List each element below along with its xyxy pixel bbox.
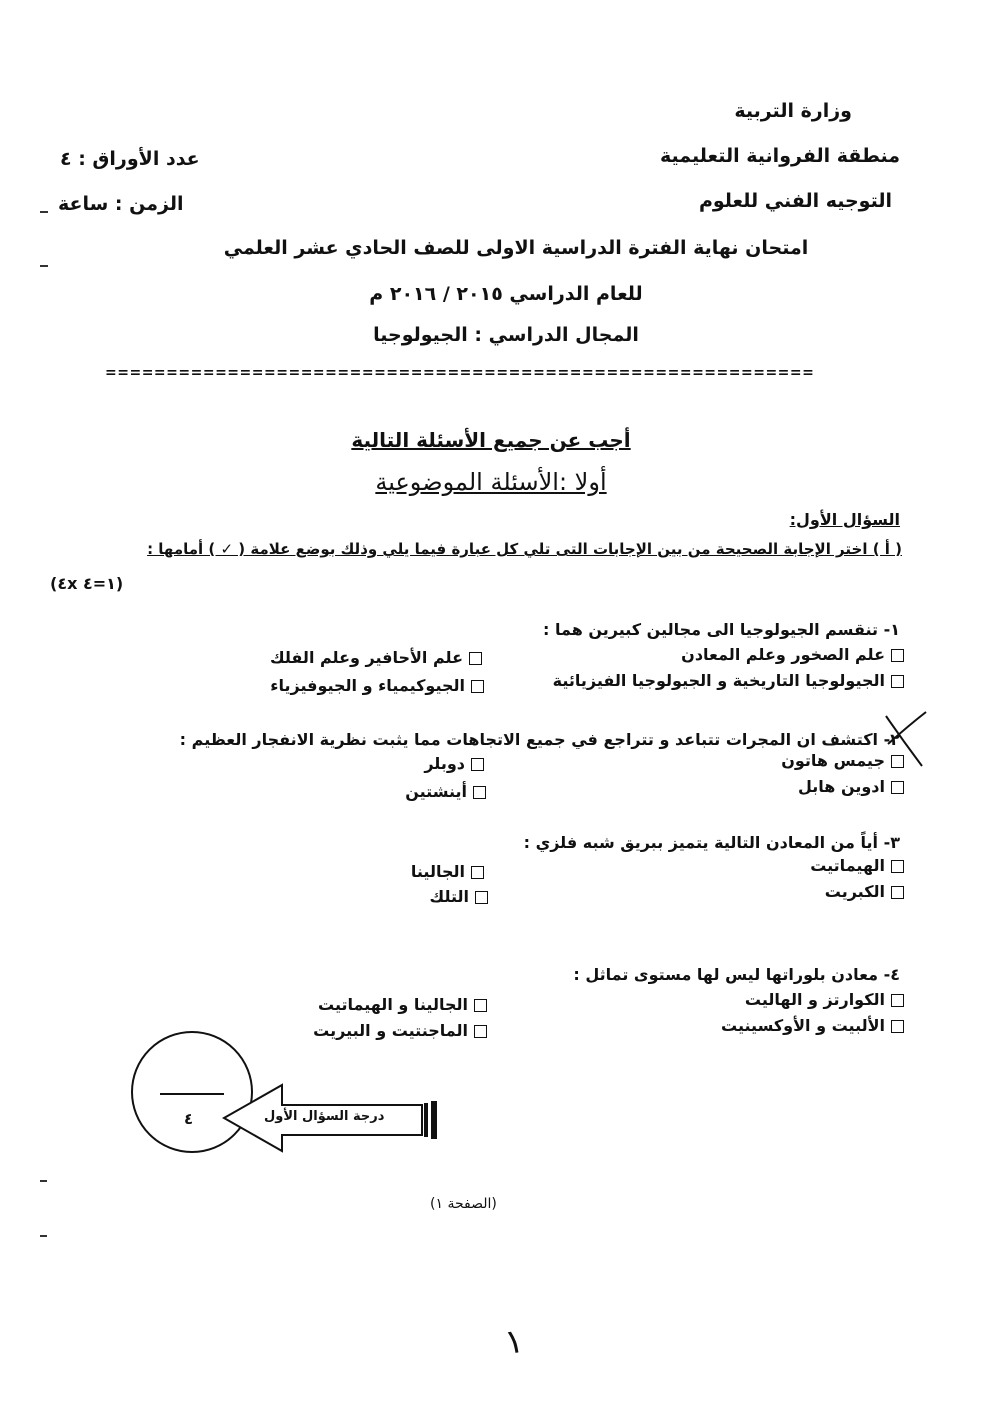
item-2-stem: ٢- اكتشف ان المجرات تتباعد و تتراجع في جميع الاتجاهات مما يثبت نظرية الانفجار العظيم : [179, 730, 900, 749]
checkbox-icon[interactable] [891, 755, 904, 768]
section-title: أولا :الأسئلة الموضوعية [375, 468, 607, 496]
department-name: التوجيه الفني للعلوم [698, 190, 892, 212]
item-2-option-b[interactable]: دوبلر [424, 754, 484, 773]
ministry-name: وزارة التربية [734, 100, 852, 122]
checkbox-icon[interactable] [891, 675, 904, 688]
checkbox-icon[interactable] [471, 866, 484, 879]
checkbox-icon[interactable] [891, 886, 904, 899]
item-3-option-d[interactable]: التلك [430, 887, 488, 906]
checkbox-icon[interactable] [891, 860, 904, 873]
item-4-option-b[interactable]: الجالينا و الهيماتيت [318, 995, 487, 1014]
scan-mark [40, 265, 48, 267]
question-label: السؤال الأول: [789, 510, 900, 529]
pages-count: عدد الأوراق : ٤ [60, 148, 200, 170]
checkbox-icon[interactable] [473, 786, 486, 799]
checkbox-icon[interactable] [891, 1020, 904, 1033]
checkbox-icon[interactable] [474, 1025, 487, 1038]
item-4-option-d[interactable]: الماجنتيت و البيريت [313, 1021, 487, 1040]
item-4-option-c[interactable]: الألبيت و الأوكسينيت [721, 1016, 904, 1035]
question-instruction: ( أ ) اختر الإجابة الصحيحة من بين الإجابات التى تلي كل عبارة فيما يلي وذلك بوضع علامة ( ✓ ) أمامها : [147, 540, 902, 558]
item-1-option-b[interactable]: علم الأحافير وعلم الفلك [270, 648, 482, 667]
item-3-stem: ٣- أياً من المعادن التالية يتميز ببريق شبه فلزي : [523, 833, 900, 852]
separator-line: ========================================================== [105, 365, 815, 381]
handwritten-page-number: ١ [501, 1320, 527, 1364]
score-max: ٤ [184, 1110, 194, 1128]
item-2-option-a[interactable]: جيمس هاتون [781, 751, 904, 770]
checkbox-icon[interactable] [891, 649, 904, 662]
checkbox-icon[interactable] [891, 994, 904, 1007]
checkbox-icon[interactable] [891, 781, 904, 794]
exam-title: امتحان نهاية الفترة الدراسية الاولى للصف الحادي عشر العلمي [223, 237, 809, 259]
item-3-option-a[interactable]: الهيماتيت [810, 856, 904, 875]
answer-all-instruction: أجب عن جميع الأسئلة التالية [351, 428, 631, 452]
checkbox-icon[interactable] [471, 758, 484, 771]
item-4-option-a[interactable]: الكوارتز و الهاليت [745, 990, 904, 1009]
scan-mark [40, 211, 48, 213]
checkbox-icon[interactable] [471, 680, 484, 693]
exam-time: الزمن : ساعة [58, 193, 184, 215]
item-1-stem: ١- تنقسم الجيولوجيا الى مجالين كبيرين هما : [543, 620, 900, 639]
item-3-option-c[interactable]: الكبريت [825, 882, 904, 901]
item-1-option-c[interactable]: الجيولوجيا التاريخية و الجيولوجيا الفيزيائية [553, 671, 904, 690]
region-name: منطقة الفروانية التعليمية [660, 145, 900, 167]
item-1-option-d[interactable]: الجيوكيمياء و الجيوفيزياء [270, 676, 484, 695]
score-arrow-label: درجة السؤال الأول [264, 1109, 385, 1124]
scan-mark [40, 1180, 47, 1182]
item-4-stem: ٤- معادن بلوراتها ليس لها مستوى تماثل : [573, 965, 900, 984]
item-3-option-b[interactable]: الجالينا [411, 862, 484, 881]
question-score: (٤x ١=٤) [50, 574, 124, 593]
score-arrow [222, 1083, 440, 1153]
checkbox-icon[interactable] [469, 652, 482, 665]
item-2-option-c[interactable]: ادوين هابل [798, 777, 904, 796]
exam-year: للعام الدراسي ٢٠١٥ / ٢٠١٦ م [369, 283, 643, 305]
checkbox-icon[interactable] [475, 891, 488, 904]
exam-subject: المجال الدراسي : الجيولوجيا [373, 324, 639, 346]
item-1-option-a[interactable]: علم الصخور وعلم المعادن [681, 645, 904, 664]
item-2-option-d[interactable]: أينشتين [405, 782, 486, 801]
page-number: (الصفحة ١) [430, 1196, 497, 1212]
checkbox-icon[interactable] [474, 999, 487, 1012]
scan-mark [40, 1235, 47, 1237]
